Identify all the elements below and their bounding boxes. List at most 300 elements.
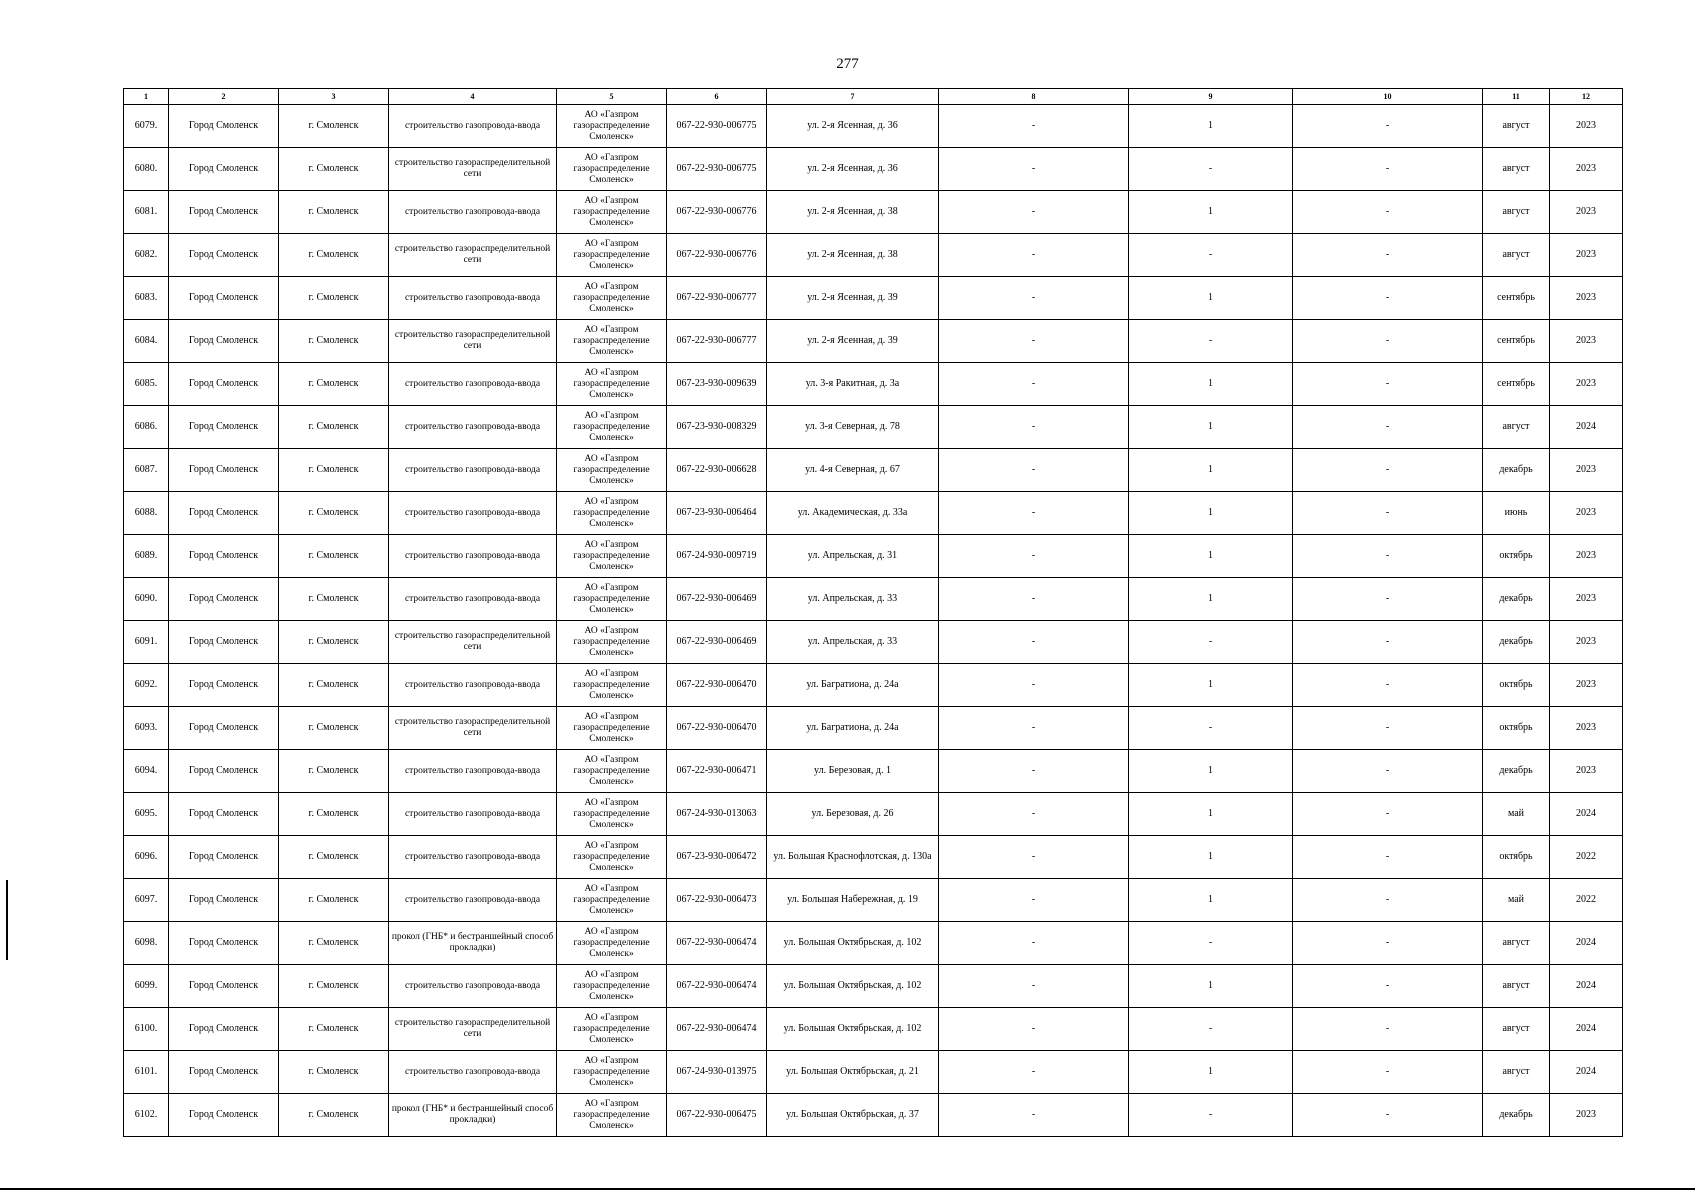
month-cell: сентябрь [1483,363,1550,406]
year-cell: 2023 [1550,148,1623,191]
year-cell: 2023 [1550,1094,1623,1137]
operation-cell: строительство газопровода-ввода [389,578,557,621]
column-header: 2 [169,89,279,105]
organization-cell: АО «Газпром газораспределение Смоленск» [557,234,667,277]
settlement-cell: г. Смоленск [279,234,389,277]
month-cell: июнь [1483,492,1550,535]
organization-cell: АО «Газпром газораспределение Смоленск» [557,492,667,535]
table-row [124,836,1623,879]
address-cell: ул. Большая Октябрьская, д. 21 [767,1051,939,1094]
footer-rule [0,1188,1695,1190]
municipality-cell: Город Смоленск [169,234,279,277]
table-row [124,277,1623,320]
col10-cell: - [1293,234,1483,277]
address-cell: ул. Березовая, д. 1 [767,750,939,793]
tech-conditions-cell: 067-22-930-006475 [667,1094,767,1137]
table-row [124,1094,1623,1137]
settlement-cell: г. Смоленск [279,664,389,707]
table-row [124,449,1623,492]
column-header: 11 [1483,89,1550,105]
settlement-cell: г. Смоленск [279,793,389,836]
table-row [124,535,1623,578]
year-cell: 2023 [1550,320,1623,363]
settlement-cell: г. Смоленск [279,1008,389,1051]
month-cell: август [1483,1008,1550,1051]
col9-cell: 1 [1129,492,1293,535]
column-header: 9 [1129,89,1293,105]
col8-cell: - [939,621,1129,664]
municipality-cell: Город Смоленск [169,191,279,234]
column-header: 12 [1550,89,1623,105]
col8-cell: - [939,320,1129,363]
col9-cell: - [1129,234,1293,277]
row-number-cell: 6083. [124,277,169,320]
operation-cell: строительство газопровода-ввода [389,836,557,879]
row-number-cell: 6101. [124,1051,169,1094]
tech-conditions-cell: 067-22-930-006470 [667,664,767,707]
settlement-cell: г. Смоленск [279,621,389,664]
operation-cell: строительство газопровода-ввода [389,664,557,707]
table-row [124,578,1623,621]
settlement-cell: г. Смоленск [279,277,389,320]
organization-cell: АО «Газпром газораспределение Смоленск» [557,406,667,449]
column-header: 10 [1293,89,1483,105]
month-cell: декабрь [1483,449,1550,492]
col9-cell: 1 [1129,750,1293,793]
col10-cell: - [1293,363,1483,406]
settlement-cell: г. Смоленск [279,148,389,191]
municipality-cell: Город Смоленск [169,277,279,320]
row-number-cell: 6082. [124,234,169,277]
organization-cell: АО «Газпром газораспределение Смоленск» [557,836,667,879]
address-cell: ул. 2-я Ясенная, д. 36 [767,105,939,148]
table-row [124,621,1623,664]
tech-conditions-cell: 067-22-930-006775 [667,148,767,191]
col8-cell: - [939,1008,1129,1051]
tech-conditions-cell: 067-22-930-006775 [667,105,767,148]
row-number-cell: 6081. [124,191,169,234]
row-number-cell: 6102. [124,1094,169,1137]
column-header: 3 [279,89,389,105]
tech-conditions-cell: 067-22-930-006474 [667,965,767,1008]
year-cell: 2024 [1550,965,1623,1008]
month-cell: август [1483,406,1550,449]
col8-cell: - [939,965,1129,1008]
address-cell: ул. 3-я Северная, д. 78 [767,406,939,449]
tech-conditions-cell: 067-24-930-013063 [667,793,767,836]
month-cell: декабрь [1483,578,1550,621]
organization-cell: АО «Газпром газораспределение Смоленск» [557,449,667,492]
col10-cell: - [1293,191,1483,234]
address-cell: ул. Большая Октябрьская, д. 102 [767,922,939,965]
municipality-cell: Город Смоленск [169,621,279,664]
municipality-cell: Город Смоленск [169,105,279,148]
settlement-cell: г. Смоленск [279,879,389,922]
page-number: 277 [836,56,859,72]
address-cell: ул. 2-я Ясенная, д. 39 [767,277,939,320]
operation-cell: строительство газораспределительной сети [389,621,557,664]
operation-cell: прокол (ГНБ* и бестраншейный способ прокладки) [389,922,557,965]
tech-conditions-cell: 067-22-930-006469 [667,621,767,664]
organization-cell: АО «Газпром газораспределение Смоленск» [557,965,667,1008]
col8-cell: - [939,1051,1129,1094]
month-cell: август [1483,105,1550,148]
year-cell: 2023 [1550,664,1623,707]
organization-cell: АО «Газпром газораспределение Смоленск» [557,191,667,234]
row-number-cell: 6086. [124,406,169,449]
table-row [124,922,1623,965]
col10-cell: - [1293,277,1483,320]
tech-conditions-cell: 067-22-930-006469 [667,578,767,621]
organization-cell: АО «Газпром газораспределение Смоленск» [557,707,667,750]
col10-cell: - [1293,836,1483,879]
col8-cell: - [939,363,1129,406]
organization-cell: АО «Газпром газораспределение Смоленск» [557,535,667,578]
operation-cell: строительство газопровода-ввода [389,492,557,535]
address-cell: ул. Большая Набережная, д. 19 [767,879,939,922]
month-cell: август [1483,922,1550,965]
address-cell: ул. 2-я Ясенная, д. 38 [767,191,939,234]
column-header: 8 [939,89,1129,105]
month-cell: октябрь [1483,707,1550,750]
table-row [124,1008,1623,1051]
year-cell: 2024 [1550,922,1623,965]
tech-conditions-cell: 067-22-930-006628 [667,449,767,492]
col10-cell: - [1293,105,1483,148]
year-cell: 2022 [1550,836,1623,879]
settlement-cell: г. Смоленск [279,320,389,363]
col8-cell: - [939,105,1129,148]
settlement-cell: г. Смоленск [279,105,389,148]
organization-cell: АО «Газпром газораспределение Смоленск» [557,363,667,406]
col10-cell: - [1293,148,1483,191]
year-cell: 2023 [1550,578,1623,621]
col9-cell: 1 [1129,277,1293,320]
municipality-cell: Город Смоленск [169,406,279,449]
year-cell: 2024 [1550,406,1623,449]
col10-cell: - [1293,535,1483,578]
organization-cell: АО «Газпром газораспределение Смоленск» [557,1008,667,1051]
col9-cell: 1 [1129,191,1293,234]
tech-conditions-cell: 067-22-930-006776 [667,234,767,277]
month-cell: декабрь [1483,1094,1550,1137]
tech-conditions-cell: 067-23-930-008329 [667,406,767,449]
column-header: 4 [389,89,557,105]
tech-conditions-cell: 067-22-930-006777 [667,320,767,363]
scan-mark [6,880,8,960]
col10-cell: - [1293,1051,1483,1094]
year-cell: 2023 [1550,750,1623,793]
col9-cell: 1 [1129,578,1293,621]
address-cell: ул. Большая Краснофлотская, д. 130а [767,836,939,879]
col9-cell: 1 [1129,965,1293,1008]
month-cell: октябрь [1483,836,1550,879]
organization-cell: АО «Газпром газораспределение Смоленск» [557,621,667,664]
settlement-cell: г. Смоленск [279,191,389,234]
row-number-cell: 6092. [124,664,169,707]
col10-cell: - [1293,750,1483,793]
table-row [124,965,1623,1008]
col9-cell: - [1129,922,1293,965]
municipality-cell: Город Смоленск [169,922,279,965]
month-cell: август [1483,1051,1550,1094]
month-cell: октябрь [1483,535,1550,578]
organization-cell: АО «Газпром газораспределение Смоленск» [557,148,667,191]
settlement-cell: г. Смоленск [279,578,389,621]
col10-cell: - [1293,707,1483,750]
month-cell: август [1483,234,1550,277]
col8-cell: - [939,836,1129,879]
table-row [124,363,1623,406]
col9-cell: 1 [1129,879,1293,922]
row-number-cell: 6088. [124,492,169,535]
tech-conditions-cell: 067-24-930-009719 [667,535,767,578]
organization-cell: АО «Газпром газораспределение Смоленск» [557,320,667,363]
table-row [124,191,1623,234]
operation-cell: строительство газопровода-ввода [389,406,557,449]
organization-cell: АО «Газпром газораспределение Смоленск» [557,750,667,793]
col8-cell: - [939,277,1129,320]
year-cell: 2023 [1550,277,1623,320]
settlement-cell: г. Смоленск [279,1094,389,1137]
address-cell: ул. 2-я Ясенная, д. 39 [767,320,939,363]
year-cell: 2023 [1550,707,1623,750]
column-number-row [124,89,1623,105]
municipality-cell: Город Смоленск [169,363,279,406]
col9-cell: 1 [1129,406,1293,449]
row-number-cell: 6085. [124,363,169,406]
tech-conditions-cell: 067-24-930-013975 [667,1051,767,1094]
year-cell: 2023 [1550,105,1623,148]
col10-cell: - [1293,965,1483,1008]
settlement-cell: г. Смоленск [279,836,389,879]
address-cell: ул. Большая Октябрьская, д. 102 [767,1008,939,1051]
table-row [124,105,1623,148]
municipality-cell: Город Смоленск [169,148,279,191]
row-number-cell: 6098. [124,922,169,965]
address-cell: ул. Апрельская, д. 33 [767,578,939,621]
col10-cell: - [1293,492,1483,535]
operation-cell: строительство газопровода-ввода [389,1051,557,1094]
year-cell: 2023 [1550,535,1623,578]
municipality-cell: Город Смоленск [169,750,279,793]
operation-cell: строительство газопровода-ввода [389,449,557,492]
municipality-cell: Город Смоленск [169,1094,279,1137]
organization-cell: АО «Газпром газораспределение Смоленск» [557,922,667,965]
address-cell: ул. 4-я Северная, д. 67 [767,449,939,492]
col8-cell: - [939,492,1129,535]
address-cell: ул. 2-я Ясенная, д. 38 [767,234,939,277]
col9-cell: - [1129,707,1293,750]
col8-cell: - [939,148,1129,191]
organization-cell: АО «Газпром газораспределение Смоленск» [557,793,667,836]
year-cell: 2023 [1550,363,1623,406]
row-number-cell: 6084. [124,320,169,363]
col9-cell: 1 [1129,535,1293,578]
col9-cell: 1 [1129,836,1293,879]
table-body [124,105,1623,1137]
organization-cell: АО «Газпром газораспределение Смоленск» [557,664,667,707]
column-header: 1 [124,89,169,105]
settlement-cell: г. Смоленск [279,406,389,449]
col10-cell: - [1293,793,1483,836]
col8-cell: - [939,406,1129,449]
month-cell: август [1483,965,1550,1008]
col10-cell: - [1293,449,1483,492]
municipality-cell: Город Смоленск [169,965,279,1008]
organization-cell: АО «Газпром газораспределение Смоленск» [557,879,667,922]
year-cell: 2023 [1550,191,1623,234]
address-cell: ул. Багратиона, д. 24а [767,707,939,750]
operation-cell: строительство газораспределительной сети [389,707,557,750]
operation-cell: строительство газопровода-ввода [389,965,557,1008]
operation-cell: строительство газопровода-ввода [389,191,557,234]
organization-cell: АО «Газпром газораспределение Смоленск» [557,105,667,148]
operation-cell: строительство газораспределительной сети [389,148,557,191]
address-cell: ул. Академическая, д. 33а [767,492,939,535]
col8-cell: - [939,793,1129,836]
col8-cell: - [939,578,1129,621]
col8-cell: - [939,535,1129,578]
col8-cell: - [939,191,1129,234]
col8-cell: - [939,664,1129,707]
row-number-cell: 6079. [124,105,169,148]
settlement-cell: г. Смоленск [279,750,389,793]
col9-cell: - [1129,621,1293,664]
col9-cell: 1 [1129,1051,1293,1094]
tech-conditions-cell: 067-22-930-006776 [667,191,767,234]
row-number-cell: 6096. [124,836,169,879]
col9-cell: - [1129,1008,1293,1051]
col8-cell: - [939,750,1129,793]
year-cell: 2024 [1550,1008,1623,1051]
table-row [124,750,1623,793]
year-cell: 2023 [1550,492,1623,535]
month-cell: октябрь [1483,664,1550,707]
municipality-cell: Город Смоленск [169,879,279,922]
year-cell: 2024 [1550,793,1623,836]
tech-conditions-cell: 067-23-930-006472 [667,836,767,879]
operation-cell: строительство газопровода-ввода [389,105,557,148]
operation-cell: строительство газораспределительной сети [389,1008,557,1051]
operation-cell: строительство газораспределительной сети [389,234,557,277]
col9-cell: - [1129,148,1293,191]
col10-cell: - [1293,406,1483,449]
col10-cell: - [1293,578,1483,621]
year-cell: 2023 [1550,621,1623,664]
municipality-cell: Город Смоленск [169,320,279,363]
year-cell: 2023 [1550,449,1623,492]
col8-cell: - [939,449,1129,492]
organization-cell: АО «Газпром газораспределение Смоленск» [557,1051,667,1094]
table-row [124,234,1623,277]
col8-cell: - [939,879,1129,922]
tech-conditions-cell: 067-22-930-006777 [667,277,767,320]
col10-cell: - [1293,621,1483,664]
column-header: 7 [767,89,939,105]
municipality-cell: Город Смоленск [169,836,279,879]
col10-cell: - [1293,879,1483,922]
col10-cell: - [1293,1008,1483,1051]
organization-cell: АО «Газпром газораспределение Смоленск» [557,1094,667,1137]
month-cell: сентябрь [1483,277,1550,320]
settlement-cell: г. Смоленск [279,922,389,965]
organization-cell: АО «Газпром газораспределение Смоленск» [557,277,667,320]
organization-cell: АО «Газпром газораспределение Смоленск» [557,578,667,621]
table-row [124,707,1623,750]
tech-conditions-cell: 067-23-930-009639 [667,363,767,406]
settlement-cell: г. Смоленск [279,535,389,578]
row-number-cell: 6099. [124,965,169,1008]
table-row [124,492,1623,535]
month-cell: май [1483,879,1550,922]
col10-cell: - [1293,320,1483,363]
month-cell: сентябрь [1483,320,1550,363]
year-cell: 2022 [1550,879,1623,922]
operation-cell: строительство газопровода-ввода [389,879,557,922]
row-number-cell: 6087. [124,449,169,492]
municipality-cell: Город Смоленск [169,793,279,836]
col9-cell: 1 [1129,449,1293,492]
table-row [124,1051,1623,1094]
row-number-cell: 6097. [124,879,169,922]
month-cell: май [1483,793,1550,836]
year-cell: 2024 [1550,1051,1623,1094]
table-row [124,148,1623,191]
table-row [124,793,1623,836]
row-number-cell: 6093. [124,707,169,750]
operation-cell: строительство газопровода-ввода [389,535,557,578]
row-number-cell: 6090. [124,578,169,621]
row-number-cell: 6094. [124,750,169,793]
table-row [124,879,1623,922]
row-number-cell: 6095. [124,793,169,836]
municipality-cell: Город Смоленск [169,449,279,492]
operation-cell: строительство газопровода-ввода [389,793,557,836]
settlement-cell: г. Смоленск [279,492,389,535]
col9-cell: - [1129,1094,1293,1137]
tech-conditions-cell: 067-22-930-006474 [667,922,767,965]
col8-cell: - [939,922,1129,965]
settlement-cell: г. Смоленск [279,449,389,492]
settlement-cell: г. Смоленск [279,707,389,750]
tech-conditions-cell: 067-23-930-006464 [667,492,767,535]
tech-conditions-cell: 067-22-930-006473 [667,879,767,922]
municipality-cell: Город Смоленск [169,707,279,750]
settlement-cell: г. Смоленск [279,965,389,1008]
municipality-cell: Город Смоленск [169,1008,279,1051]
address-cell: ул. 3-я Ракитная, д. 3а [767,363,939,406]
municipality-cell: Город Смоленск [169,578,279,621]
operation-cell: прокол (ГНБ* и бестраншейный способ прокладки) [389,1094,557,1137]
col9-cell: 1 [1129,363,1293,406]
row-number-cell: 6100. [124,1008,169,1051]
settlement-cell: г. Смоленск [279,363,389,406]
row-number-cell: 6091. [124,621,169,664]
address-cell: ул. Большая Октябрьская, д. 102 [767,965,939,1008]
column-header: 6 [667,89,767,105]
operation-cell: строительство газопровода-ввода [389,277,557,320]
address-cell: ул. 2-я Ясенная, д. 36 [767,148,939,191]
table-row [124,664,1623,707]
col9-cell: 1 [1129,664,1293,707]
col9-cell: - [1129,320,1293,363]
address-cell: ул. Апрельская, д. 31 [767,535,939,578]
municipality-cell: Город Смоленск [169,492,279,535]
settlement-cell: г. Смоленск [279,1051,389,1094]
column-header: 5 [557,89,667,105]
address-cell: ул. Апрельская, д. 33 [767,621,939,664]
